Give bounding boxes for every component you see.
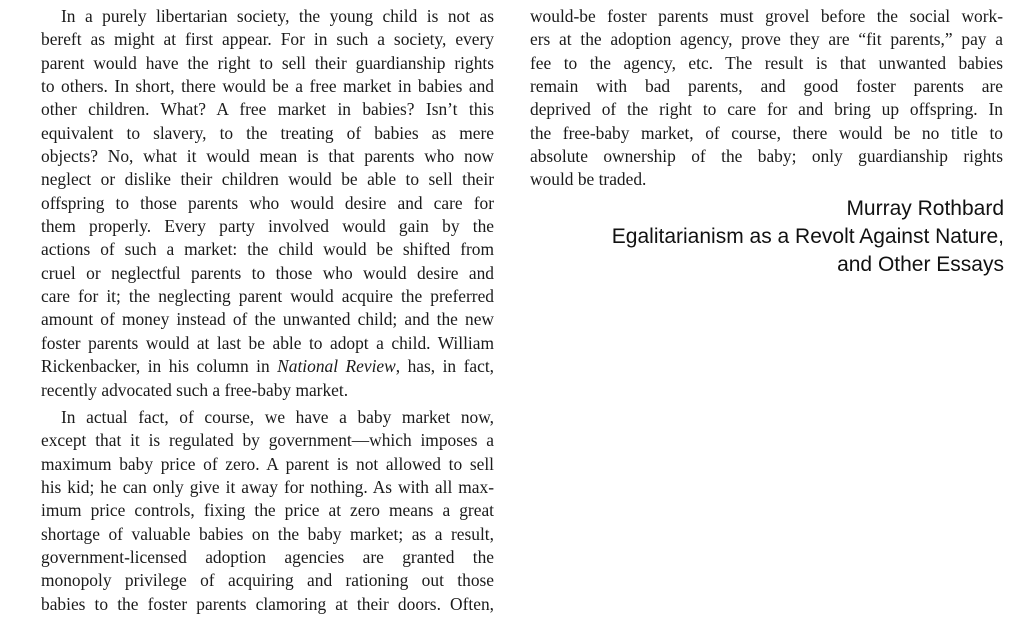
- text-line: would be traded.: [530, 169, 647, 190]
- text-line: deprived of the right to care for and bring up offspring. In: [530, 99, 1003, 120]
- text-line: bereft as might at first appear. For in such a society, every: [41, 29, 494, 50]
- text-line-with-title: [21, 355, 494, 378]
- text-line: them properly. Every party involved would gain by the: [41, 216, 494, 237]
- text-line: remain with bad parents, and good foster parents are: [530, 76, 1003, 97]
- text-line: imum price controls, fixing the price at zero means a great: [41, 500, 494, 521]
- text-line: babies to the foster parents clamoring at their doors. Often,: [41, 593, 494, 614]
- text-line: maximum baby price of zero. A parent is not allowed to sell: [41, 453, 494, 474]
- text-fragment: Rickenbacker, in his column in: [41, 356, 270, 377]
- text-line: shortage of valuable babies on the baby market; as a result,: [41, 523, 494, 544]
- text-line: to others. In short, there would be a free market in babies and: [41, 76, 494, 97]
- text-line: In actual fact, of course, we have a baby market now,: [61, 406, 494, 427]
- text-line: care for it; the neglecting parent would acquire the preferred: [41, 286, 494, 307]
- text-line: government-licensed adoption agencies are granted the: [41, 546, 494, 567]
- text-line: his kid; he can only give it away for nothing. As with all max-: [41, 476, 494, 497]
- book-title-line-1: Egalitarianism as a Revolt Against Nature,: [611, 225, 1004, 248]
- book-title-line-2: and Other Essays: [837, 253, 1004, 276]
- text-line: monopoly privilege of acquiring and rationing out those: [41, 570, 494, 591]
- paragraph-1: [21, 5, 494, 402]
- text-fragment: , has, in fact,: [395, 356, 495, 377]
- text-line: foster parents would at last be able to adopt a child. William: [41, 332, 494, 353]
- text-line: objects? No, what it would mean is that parents who now: [41, 146, 494, 167]
- text-line: actions of such a market: the child would be shifted from: [41, 239, 494, 260]
- text-line: offspring to those parents who would desire and care for: [41, 192, 494, 213]
- text-line: In a purely libertarian society, the young child is not as: [61, 6, 494, 26]
- text-line: fee to the agency, etc. The result is that unwanted babies: [530, 52, 1003, 73]
- text-line: recently advocated such a free-baby market.: [41, 379, 349, 400]
- left-column: [21, 5, 494, 616]
- text-line: equivalent to slavery, to the treating of babies as mere: [41, 122, 494, 143]
- author-name: Murray Rothbard: [846, 197, 1004, 220]
- attribution: [612, 195, 1004, 279]
- text-line: the free-baby market, of course, there would be no title to: [530, 122, 1003, 143]
- text-line: neglect or dislike their children would be able to sell their: [41, 169, 494, 190]
- paragraph-3: [530, 5, 1003, 192]
- text-line: amount of money instead of the unwanted child; and the new: [41, 309, 494, 330]
- text-line: except that it is regulated by government—which imposes a: [41, 430, 494, 451]
- publication-title: National Review: [277, 356, 396, 377]
- paragraph-2: [21, 406, 494, 616]
- text-line: cruel or neglectful parents to those who would desire and: [41, 262, 494, 283]
- text-line: ers at the adoption agency, prove they are “fit parents,” pay a: [530, 29, 1003, 50]
- text-line: would-be foster parents must grovel before the social work-: [530, 6, 1003, 26]
- text-line: other children. What? A free market in babies? Isn’t this: [41, 99, 494, 120]
- text-line: absolute ownership of the baby; only guardianship rights: [530, 146, 1003, 167]
- right-column: [530, 5, 1003, 192]
- text-line: parent would have the right to sell their guardianship rights: [41, 52, 494, 73]
